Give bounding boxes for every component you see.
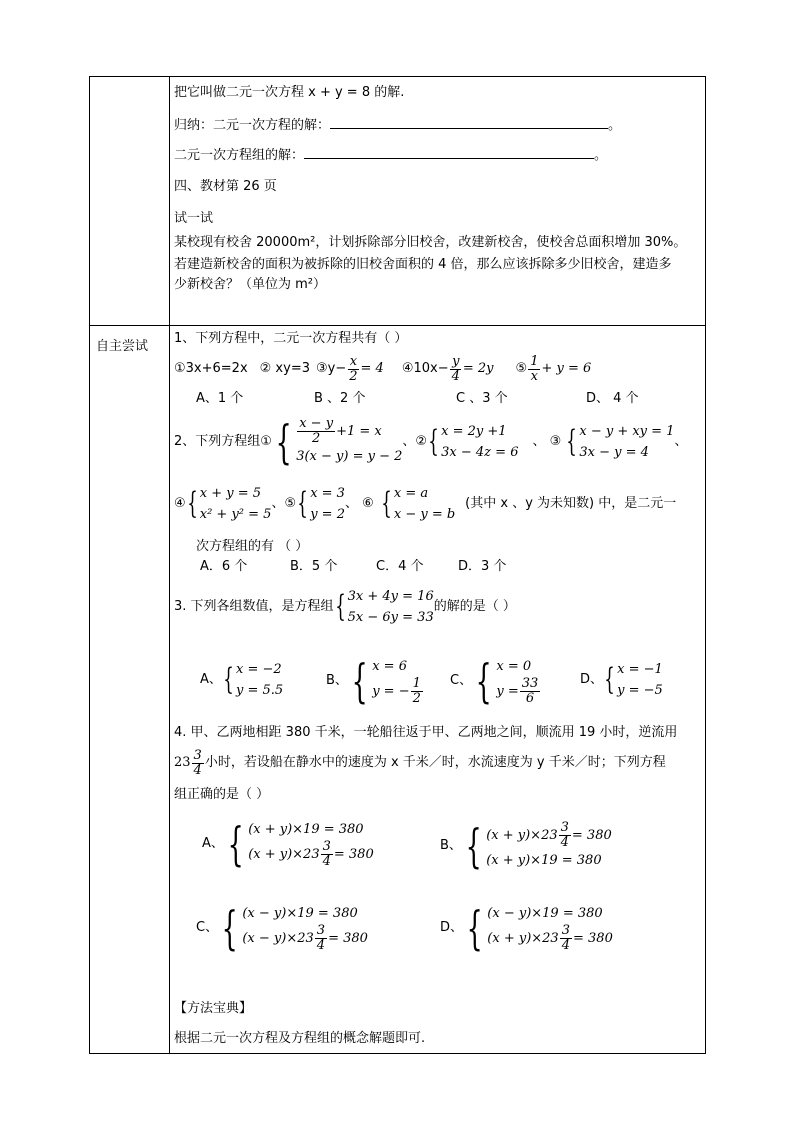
q1-eq-3: ③y− — [315, 361, 347, 376]
row-divider — [90, 325, 705, 326]
q3-b-label: B、 — [326, 673, 348, 688]
q3-c-label: C、 — [450, 673, 473, 688]
q1-eq-3-rhs: = 4 — [360, 361, 384, 376]
q2-option-b[interactable]: B．5 个 — [290, 559, 338, 574]
q2-option-c[interactable]: C．4 个 — [376, 559, 424, 574]
q2-stem: 2、下列方程组① — [174, 434, 272, 449]
q4-mixed-whole: 23 — [174, 755, 191, 770]
q1-option-b[interactable]: B 、2 个 — [314, 391, 366, 406]
q2-system-4: { x + y = 5 x² + y² = 5 — [186, 486, 272, 522]
q4-d-system: { (x − y)×19 = 380 (x + y)×23 $\frac{3}{4}$ = 380 — [466, 901, 613, 955]
q3-b-system: { x = 6 y = − $\frac{1}{2}$ — [351, 654, 421, 708]
q1-eq-5: ⑤ — [515, 361, 528, 376]
q2-label-5: 、⑤ — [271, 496, 297, 511]
q4-c-system: { (x − y)×19 = 380 (x − y)×23 $\frac{3}{4}$ = 380 — [221, 901, 368, 955]
summary-solution-label: 归纳：二元一次方程的解： — [174, 118, 331, 133]
q3-a-system: { x = −2 y = 5.5 — [223, 662, 284, 698]
q4-c-label: C、 — [196, 920, 219, 935]
q3-d-label: D、 — [580, 672, 604, 687]
method-title: 【方法宝典】 — [174, 1001, 253, 1016]
answer-blank-1[interactable] — [330, 116, 608, 129]
q1-eq-5-fraction: $\frac{1}{x}$ — [530, 353, 539, 384]
problem-line-2: 若建造新校舍的面积为被拆除的旧校舍面积的 4 倍，那么应该拆除多少旧校舍，建造多 — [174, 257, 672, 272]
q1-eq-5-rhs: + y = 6 — [541, 361, 592, 376]
q3-d-system: { x = −1 y = −5 — [604, 662, 663, 698]
q3-tail: 的解的是（ ） — [433, 599, 516, 614]
q4-d-label: D、 — [440, 920, 464, 935]
q1-stem: 1、下列方程中，二元一次方程共有（ ） — [174, 331, 408, 346]
q2-system-1: { $\frac{x - y}{2}$ +1 = x 3(x − y) = y − 2 — [275, 415, 403, 469]
q4-option-a[interactable] — [202, 812, 374, 876]
q4-a-system: { (x + y)×19 = 380 (x + y)×23 $\frac{3}{4}$ = 380 — [227, 817, 374, 871]
q2-system-3: { x − y + xy = 1 3x − y = 4 — [566, 424, 675, 460]
q3-a-label: A、 — [200, 672, 222, 687]
q4-a-label: A、 — [202, 836, 224, 851]
period: 。 — [594, 148, 608, 163]
q2-systems-row-1 — [174, 414, 687, 470]
problem-line-3: 少新校舍？（单位为 m²） — [174, 277, 327, 292]
q2-system-5: { x = 3 y = 2 — [297, 486, 345, 522]
q4-line-2-text: 小时，若设船在静水中的速度为 x 千米／时，水流速度为 y 千米／时；下列方程 — [204, 755, 666, 770]
section-label: 自主尝试 — [96, 339, 149, 354]
method-text: 根据二元一次方程及方程组的概念解题即可. — [174, 1031, 426, 1046]
q2-line-2: 次方程组的有 （ ） — [196, 539, 309, 554]
q3-system: { 3x + 4y = 16 5x − 6y = 33 — [334, 589, 434, 625]
q2-system-2: { x = 2y +1 3x − 4z = 6 — [428, 424, 519, 460]
q2-label-6: 、 ⑥ — [344, 496, 374, 511]
q4-option-d[interactable] — [440, 896, 613, 960]
problem-line-1: 某校现有校舍 20000m²，计划拆除部分旧校舍，改建新校舍，使校舍总面积增加 30%。 — [174, 235, 687, 250]
q4-line-3: 组正确的是（ ） — [174, 787, 270, 802]
q3-option-d[interactable] — [580, 654, 663, 706]
q2-comma: 、 — [674, 434, 688, 449]
intro-line-1: 把它叫做二元一次方程 x + y = 8 的解. — [174, 85, 405, 100]
q3-stem: 3. 下列各组数值，是方程组 — [174, 599, 334, 614]
q2-label-3: 、 ③ — [532, 434, 562, 449]
q1-eq-4: ④10x− — [401, 361, 449, 376]
q1-eq-4-rhs: = 2y — [462, 361, 494, 376]
q3-option-b[interactable] — [326, 648, 424, 714]
system-solution-label: 二元一次方程组的解： — [174, 148, 305, 163]
q1-option-d[interactable]: D、 4 个 — [586, 391, 639, 406]
q2-systems-row-2 — [174, 480, 676, 528]
q1-eq-2: ② xy=3 — [259, 361, 310, 376]
q2-option-a[interactable]: A．6 个 — [200, 559, 248, 574]
q1-option-c[interactable]: C 、3 个 — [456, 391, 508, 406]
q1-eq-3-fraction: $\frac{x}{2}$ — [349, 353, 358, 384]
q4-option-c[interactable] — [196, 896, 368, 960]
q1-eq-4-fraction: $\frac{y}{4}$ — [451, 353, 460, 384]
q4-option-b[interactable] — [440, 814, 612, 878]
try-heading: 试一试 — [174, 211, 214, 226]
q4-b-system: { (x + y)×23 $\frac{3}{4}$ = 380 (x + y)×19 = 380 — [465, 819, 612, 873]
q4-b-label: B、 — [440, 838, 462, 853]
q4-mixed-fraction: $\frac{3}{4}$ — [193, 747, 202, 778]
q2-option-d[interactable]: D．3 个 — [458, 559, 507, 574]
intro-line-2 — [174, 116, 621, 135]
q4-line-2 — [174, 746, 666, 780]
q2-label-4: ④ — [174, 496, 186, 511]
period: 。 — [608, 118, 622, 133]
q3-option-c[interactable] — [450, 648, 541, 714]
q3-c-system: { x = 0 y = $\frac{33}{6}$ — [475, 654, 539, 708]
textbook-page-ref: 四、教材第 26 页 — [174, 179, 277, 194]
q1-equations — [174, 354, 591, 384]
q1-option-a[interactable]: A、1 个 — [196, 391, 244, 406]
column-divider — [169, 77, 170, 1053]
q2-tail: (其中 x 、y 为未知数) 中，是二元一 — [465, 496, 677, 511]
intro-line-3 — [174, 146, 607, 165]
q3-option-a[interactable] — [200, 654, 283, 706]
q2-label-2: 、② — [402, 434, 428, 449]
answer-blank-2[interactable] — [304, 146, 594, 159]
q3-stem-row — [174, 584, 516, 630]
q2-system-6: { x = a x − y = b — [381, 486, 456, 522]
q1-eq-1: ①3x+6=2x — [174, 361, 248, 376]
q4-line-1: 4. 甲、乙两地相距 380 千米，一轮船往返于甲、乙两地之间，顺流用 19 小时，逆流用 — [174, 725, 678, 740]
